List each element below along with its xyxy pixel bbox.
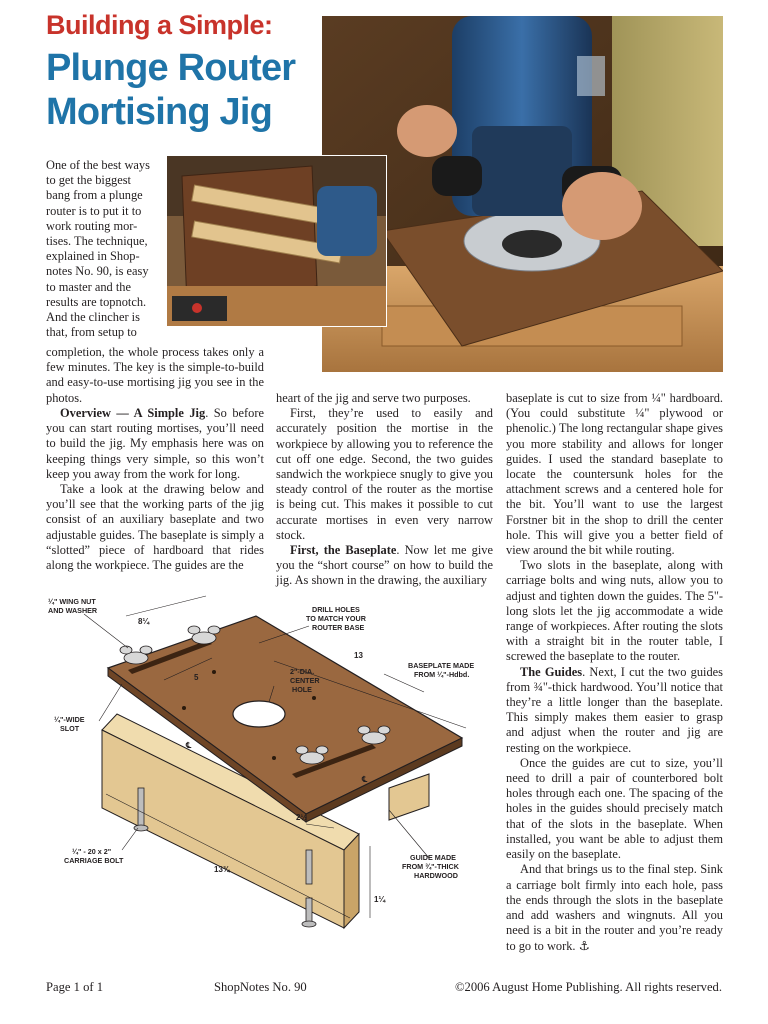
label-bolt-1: ¼" - 20 x 2" <box>72 847 112 856</box>
intro-line: tises. The technique, <box>46 234 148 249</box>
intro-line: to master and the <box>46 279 131 294</box>
dim-guide-height: 1¼ <box>374 895 386 904</box>
parts-paragraph: Take a look at the drawing below and you’ll see that the working parts of the jig consist of an auxiliary baseplate and two adjustable guides. The baseplate is simply a “slotted” piece of hardboard that rides along the workpiece. The guides are the <box>46 482 264 573</box>
jig-inset-photo-art <box>167 156 386 326</box>
page-number: Page 1 of 1 <box>46 980 104 994</box>
dim-length: 13 <box>354 651 363 660</box>
final-step-text: And that brings us to the final step. Sink a carriage bolt firmly into each hole, pass the ends through the slots in the baseplate and add washers and wingnuts. All you need is a bit in the router and you’re ready to go to work. <box>506 862 723 954</box>
label-bolt-2: CARRIAGE BOLT <box>64 856 124 865</box>
jig-exploded-drawing <box>44 588 502 968</box>
intro-line: that, from setup to <box>46 325 137 340</box>
jig-drawing-svg <box>44 588 502 968</box>
label-wing-nut-2: AND WASHER <box>48 606 98 615</box>
dim-slot-length: 5 <box>194 673 199 682</box>
label-guide-2: FROM ¾"-THICK <box>402 862 459 871</box>
intro-line: And the clincher is <box>46 310 140 325</box>
label-guide-1: GUIDE MADE <box>410 853 456 862</box>
screw-hole <box>272 756 276 760</box>
intro-line: explained in Shop- <box>46 249 140 264</box>
label-center-3: HOLE <box>292 685 312 694</box>
label-drill-1: DRILL HOLES <box>312 605 360 614</box>
label-center-1: 2"-DIA. <box>290 667 315 676</box>
screw-hole <box>212 670 216 674</box>
intro-narrow <box>46 158 156 340</box>
center-hole <box>233 701 285 727</box>
intro-line: bang from a plunge <box>46 188 143 203</box>
baseplate-details-paragraph: baseplate is cut to size from ¼" hardboard. (You could substitute ¼" plywood or phenolic.) The long rectangular shape gives you more stability and allows for longer guides. I used the standard baseplate to locate the countersunk holes for the attachment screws and a centered hole for the bit. You’ll want to use the largest Forstner bit in the shop to drill the center hole. This will give you a better field of view around the bit while routing. <box>506 391 723 558</box>
dim-width: 8¼ <box>138 617 150 626</box>
label-guide-3: HARDWOOD <box>414 871 458 880</box>
label-wing-nut-1: ¼" WING NUT <box>48 597 96 606</box>
title-line-2: Mortising Jig <box>46 91 273 133</box>
slots-paragraph: Two slots in the baseplate, along with carriage bolts and wing nuts, allow you to adjust and tighten down the guides. The 5"-long slots let the jig accommodate a wide range of workpieces. After routing the slots with a straight bit in the router table, I screwed the baseplate to the router. <box>506 558 723 664</box>
purposes-paragraph: heart of the jig and serve two purposes. <box>276 391 471 405</box>
issue-label: ShopNotes No. 90 <box>214 980 307 994</box>
guide-end-face <box>344 834 359 928</box>
overview-paragraph <box>46 406 264 482</box>
intro-line: One of the best ways <box>46 158 150 172</box>
guides-heading: The Guides <box>520 664 583 679</box>
copyright: ©2006 August Home Publishing. All rights reserved. <box>454 980 722 994</box>
guides-paragraph <box>506 665 723 756</box>
baseplate-paragraph <box>276 543 493 589</box>
overview-text: . So before you can start routing mortises, you’ll need to build the jig. My emphasis here was on keeping things very simple, so this won’t keep you away from the work for long. <box>46 406 264 481</box>
baseplate-intro-text: . Now let me give you the “short course” on how to build the jig. As shown in the drawing, the auxiliary <box>276 543 493 588</box>
end-mark-icon: ⚓ <box>578 938 590 954</box>
label-drill-3: ROUTER BASE <box>312 623 365 632</box>
intro-line: router is to put it to <box>46 203 142 218</box>
column-3 <box>506 391 723 955</box>
label-baseplate-1: BASEPLATE MADE <box>408 661 475 670</box>
intro-line: work routing mor- <box>46 218 138 233</box>
screw-hole <box>182 706 186 710</box>
dim-guide-offset: 2½ <box>296 813 308 822</box>
guides-use-paragraph: First, they’re used to easily and accurately position the mortise in the workpiece by allowing you to reference the cut off one edge. Second, the two guides sandwich the workpiece snugly to give you steady control of the router as the mortise is being cut. This makes it possible to cut accurate mortises in even very narrow stock. <box>276 406 493 542</box>
intro-line: results are topnotch. <box>46 294 147 309</box>
title-kicker: Building a Simple: <box>46 10 273 40</box>
column-1 <box>46 406 264 573</box>
overview-heading: Overview — A Simple Jig <box>60 406 206 420</box>
page-title <box>46 46 326 134</box>
intro-line: to get the biggest <box>46 173 131 188</box>
dim-guide-length: 13¾ <box>214 865 230 874</box>
final-step-paragraph <box>506 862 723 954</box>
label-center-2: CENTER <box>290 676 320 685</box>
label-slot-1: ¼"-WIDE <box>54 715 85 724</box>
column-2 <box>276 391 493 589</box>
intro-paragraph: completion, the whole process takes only a few minutes. The key is the simple-to-build and easy-to-use mortising jig you see in the photos. <box>46 345 264 405</box>
second-guide <box>389 774 429 820</box>
label-drill-2: TO MATCH YOUR <box>306 614 366 623</box>
intro-line: notes No. 90, is easy <box>46 264 149 279</box>
screw-hole <box>312 696 316 700</box>
label-slot-2: SLOT <box>60 724 80 733</box>
baseplate-heading: First, the Baseplate <box>290 543 397 558</box>
guides-text: . Next, I cut the two guides from ¾"-thick hardwood. You’ll notice that they’re a little longer than the baseplate. This simply makes them easier to grasp and adjust when the router and jig are resting on the workpiece. <box>506 664 723 755</box>
centerline-mark: ℄ <box>186 741 192 750</box>
title-line-1: Plunge Router <box>46 47 296 89</box>
centerline-mark: ℄ <box>362 775 368 784</box>
intro-wide <box>46 345 264 406</box>
jig-inset-photo <box>166 155 387 327</box>
bolt-holes-paragraph: Once the guides are cut to size, you’ll need to drill a pair of counterbored bolt holes through each one. The spacing of the holes in the guides should precisely match that of the slots in the baseplate. When installed, you want be able to adjust them easily on the baseplate. <box>506 755 723 862</box>
label-baseplate-2: FROM ¼"-Hdbd. <box>414 670 470 679</box>
